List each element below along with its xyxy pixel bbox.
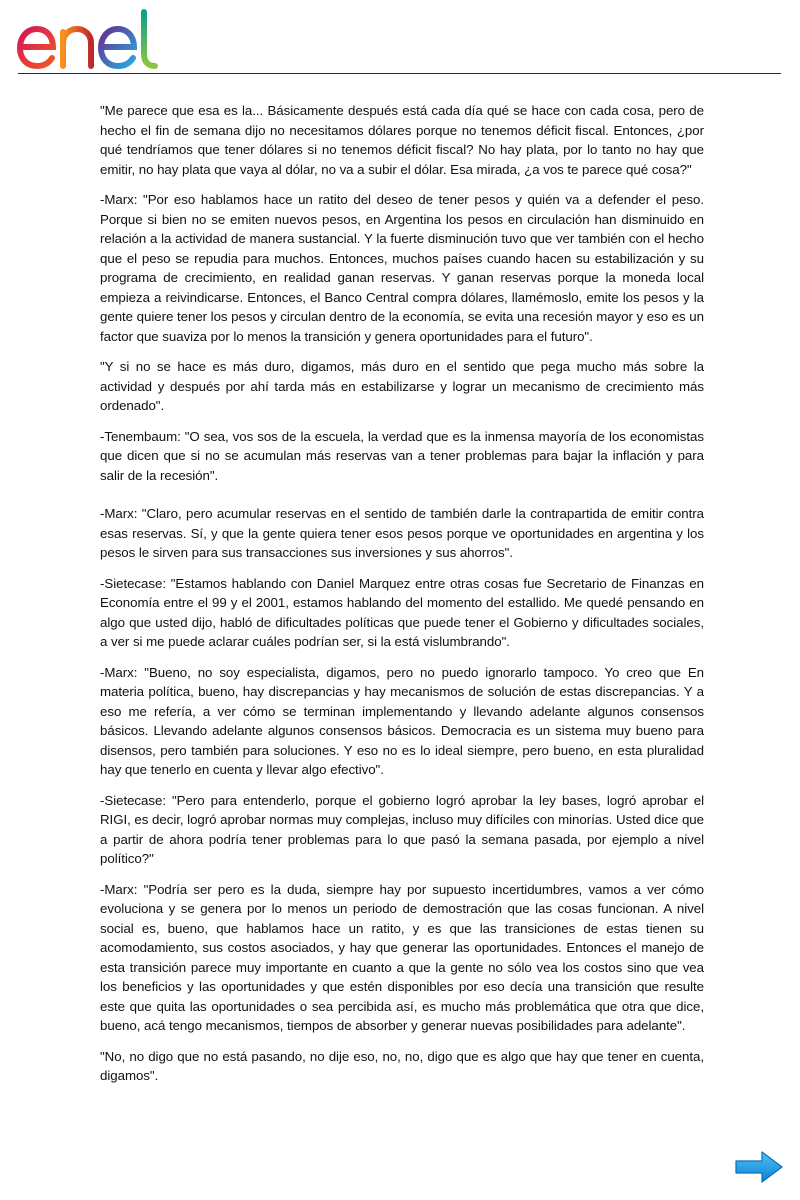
paragraph: "No, no digo que no está pasando, no dije eso, no, no, digo que es algo que hay que tener en cuenta, digamos". (100, 1048, 704, 1083)
paragraph: -Tenembaum: "O sea, vos sos de la escuela, la verdad que es la inmensa mayoría de los economistas que dicen que si no se acumulan más reservas van a tener problemas para bajar la inflación y para salir de la recesión". (100, 428, 704, 483)
header-divider (18, 73, 781, 74)
logo-letter-e (20, 29, 53, 66)
paragraph: -Marx: "Bueno, no soy especialista, digamos, pero no puedo ignorarlo tampoco. Yo creo que En materia política, bueno, hay discrepancias y hay mecanismos de solución de estas discrepancias. Y a eso me refería, a ver cómo se terminan implementando y llevando adelante algunos consensos básicos. Llevando adelante algunos consensos básicos. Democracia es un sistema muy bueno para disensos, pero también para soluciones. Y eso no es lo ideal siempre, pero bueno, en esta pluralidad hay que tenerlo en cuenta y llevar algo efectivo". (100, 664, 704, 777)
page-header (0, 0, 800, 76)
paragraph: -Marx: "Por eso hablamos hace un ratito del deseo de tener pesos y quién va a defender el peso. Porque si bien no se emiten nuevos pesos, en Argentina los pesos en circulación han disminuido en relación a la actividad de manera sustancial. Y la fuerte disminución tuvo que ver también con el hecho que el peso se repudia para muchos. Entonces, muchos países cuando hacen su estabilización y su programa de crecimiento, en realidad ganan reservas. Y ganan reservas porque la moneda local empieza a reivindicarse. Entonces, el Banco Central compra dólares, llamémoslo, emite los pesos y la gente quiere tener los pesos y circulan dentro de la economía, se evita una recesión mayor y eso es un factor que suaviza por lo menos la transición y genera oportunidades para el futuro". (100, 192, 704, 344)
enel-logo (16, 8, 178, 70)
logo-letter-n (63, 29, 91, 66)
arrow-right-icon (734, 1150, 784, 1184)
next-page-button[interactable] (734, 1150, 784, 1184)
paragraph: -Marx: "Claro, pero acumular reservas en el sentido de también darle la contrapartida de emitir contra esas reservas. Sí, y que la gente quiera tener esos pesos porque ve oportunidades en argentina y los pesos le sirven para sus transacciones sus inversiones y sus ahorros". (100, 506, 704, 560)
paragraph: -Marx: "Podría ser pero es la duda, siempre hay por supuesto incertidumbres, vamos a ver cómo evoluciona y se genera por lo menos un periodo de demostración que las cosas funcionan. A nivel social es, bueno, que hablamos hace un ratito, y es que las transiciones de estas tienen su acomodamiento, sus costos asociados, y hay que generar las oportunidades. Entonces el manejo de esta transición parece muy importante en cuanto a que la gente no sólo vea los costos sino que vea los beneficios y las oportunidades y que estén disponibles por eso decía una transición que resulte este que quita las oportunidades o sea percibida así, es mucho más problemática que otra que dice, bueno, acá tengo mecanismos, tiempos de absorber y generar nuevas posibilidades para adelante". (100, 881, 704, 1033)
paragraph: -Sietecase: "Pero para entenderlo, porque el gobierno logró aprobar la ley bases, logró aprobar el RIGI, es decir, logró aprobar normas muy complejas, incluso muy difíciles con minorías. Usted dice que a partir de ahora podría tener problemas para lo que pasó la semana pasada, por ejemplo a nivel político?" (100, 792, 704, 866)
paragraph: "Y si no se hace es más duro, digamos, más duro en el sentido que pega mucho más sobre la actividad y después por ahí tarda más en estabilizarse y lograr un mecanismo de crecimiento más ordenado". (100, 359, 704, 413)
paragraph: -Sietecase: "Estamos hablando con Daniel Marquez entre otras cosas fue Secretario de Finanzas en Economía entre el 99 y el 2001, estamos hablando del momento del estallido. Me quedé pensando en algo que usted dijo, habló de dificultades políticas que puede tener el Gobierno y dificultades sociales, a ver si me puede aclarar cuáles podrían ser, si la está vislumbrando". (100, 575, 704, 649)
logo-letter-e2 (101, 29, 134, 66)
article-body (100, 101, 704, 1097)
logo-letter-l (144, 12, 155, 66)
paragraph: "Me parece que esa es la... Básicamente después está cada día qué se hace con cada cosa, pero de hecho el fin de semana dijo no necesitamos dólares porque no tenemos déficit fiscal. Entonces, ¿por qué tendríamos que tener dólares si no tenemos déficit fiscal? No hay plata, por lo tanto no hay que emitir, no hay plata que vaya al dólar, no va a subir el dólar. Esa mirada, ¿a vos te parece qué cosa?" (100, 103, 704, 177)
